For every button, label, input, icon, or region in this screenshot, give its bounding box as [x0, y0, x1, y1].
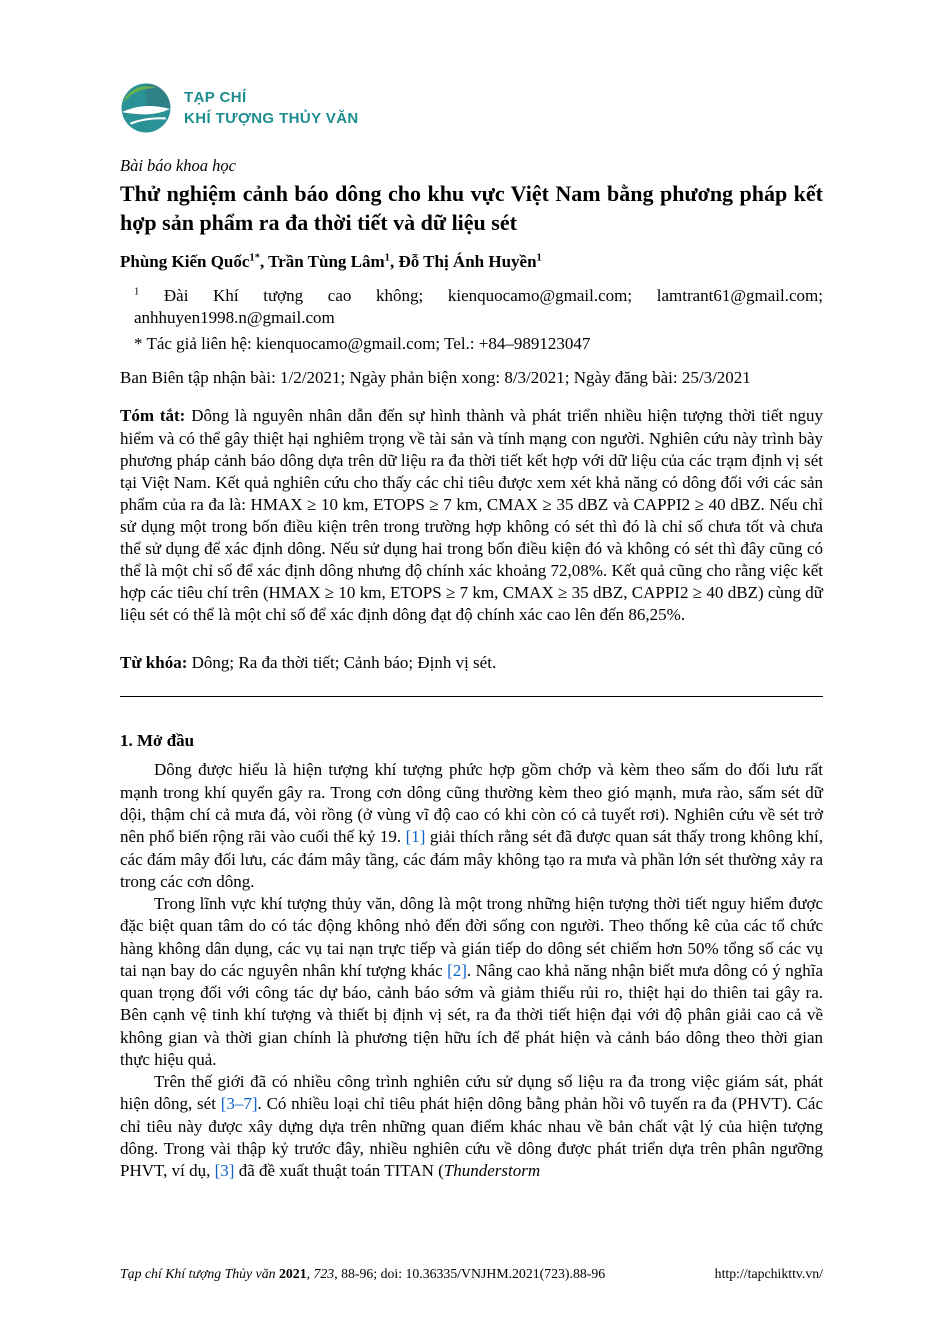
citation-ref[interactable]: [2]: [447, 960, 467, 980]
citation-ref[interactable]: [1]: [405, 827, 426, 847]
abstract-text: Dông là nguyên nhân dẫn đến sự hình thành và phát triển nhiều hiện tượng thời tiết nguy hiểm và có thể gây thiệt hại nghiêm trọng về tài sản và tính mạng con người. Nghiên cứu này trình bày phương pháp cảnh báo dông dựa trên dữ liệu ra đa thời tiết kết hợp với dữ liệu của các trạm định vị sét tại Việt Nam. Kết quả nghiên cứu cho thấy các chỉ tiêu được xem xét khả năng có dông đối với các sản phẩm của ra đa là: HMAX ≥ 10 km, ETOPS ≥ 7 km, CMAX ≥ 35 dBZ và CAPPI2 ≥ 40 dBZ. Nếu chỉ sử dụng một trong bốn điều kiện trên trong trường hợp không có sét thì đó là chỉ số chưa tốt và chưa thể sử dụng để xác định dông. Nếu sử dụng hai trong bốn điều kiện đó và không có sét thì đây cũng có thể là một chỉ số để xác định dông nhưng độ chính xác khoảng 72,08%. Kết quả cũng cho rằng việc kết hợp các tiêu chí trên (HMAX ≥ 10 km, ETOPS ≥ 7 km, CMAX ≥ 35 dBZ, CAPPI2 ≥ 40 dBZ) cùng dữ liệu sét có thể là một chỉ số để xác định dông đạt độ chính xác cao lên đến 86,25%.: [120, 406, 824, 625]
text-segment: . Có nhiều loại chỉ tiêu phát hiện dông bằng phản hồi vô tuyến ra đa (PHVT). Các chỉ tiêu này được xây dựng dựa trên những quan điểm khác nhau về bản chất vật lý của hiện tượng dông. Trong vài thập kỷ trước đây, nhiều nghiên cứu về dông được phát triển dựa trên phân ngưỡng PHVT, ví dụ,: [120, 1094, 823, 1181]
journal-name-line2: KHÍ TƯỢNG THỦY VĂN: [184, 110, 359, 127]
affiliation-line: [120, 285, 823, 329]
superscript: 1: [536, 252, 542, 264]
text-segment: Trong lĩnh vực khí tượng thủy văn, dông là một trong những hiện tượng thời tiết nguy hiểm được đặc biệt quan tâm do có tác động không nhỏ đến đời sống con người. Theo thống kê của các tổ chức hàng không dân dụng, các vụ tai nạn trực tiếp và gián tiếp do dông sét chiếm hơn 50% tổng số các vụ tai nạn bay do các nguyên nhân khí tượng khác: [120, 894, 823, 980]
text-segment: Trên thế giới đã có nhiều công trình nghiên cứu sử dụng số liệu ra đa trong việc giám sát, phát hiện dông, sét: [120, 1072, 823, 1114]
text-segment: ,: [306, 1266, 314, 1282]
citation-ref[interactable]: [3–7]: [220, 1094, 258, 1114]
page-footer: [120, 1265, 823, 1283]
superscript: 1: [134, 286, 140, 298]
correspondence-line: * Tác giả liên hệ: kienquocamo@gmail.com; Tel.: +84–989123047: [134, 334, 591, 354]
journal-logo-icon: [120, 82, 172, 134]
footer-citation: [120, 1265, 605, 1283]
citation-ref[interactable]: [3]: [214, 1161, 235, 1181]
text-segment: Đài Khí tượng cao không; kienquocamo@gmail.com; lamtrant61@gmail.com; anhhuyen1998.n@gmail.com: [134, 286, 823, 328]
text-segment: đã đề xuất thuật toán TITAN (: [234, 1161, 444, 1181]
journal-header: [120, 82, 823, 134]
keywords: [120, 652, 823, 674]
keywords-text: Dông; Ra đa thời tiết; Cảnh báo; Định vị sét.: [191, 653, 497, 673]
paragraph-1: [120, 759, 823, 893]
editorial-dates-line: Ban Biên tập nhận bài: 1/2/2021; Ngày phản biện xong: 8/3/2021; Ngày đăng bài: 25/3/2021: [120, 368, 751, 388]
italic-text: Tạp chí Khí tượng Thủy văn: [120, 1266, 279, 1282]
globe-icon: [120, 82, 172, 134]
journal-name-line1: TẠP CHÍ: [184, 89, 247, 106]
authors-line: [120, 252, 823, 272]
text-segment: , 88-96; doi: 10.36335/VNJHM.2021(723).88-96: [334, 1266, 606, 1282]
superscript: 1*: [249, 252, 260, 264]
text-segment: , Trần Tùng Lâm: [259, 252, 385, 272]
paragraph-2: [120, 893, 823, 1071]
italic-text: Thunderstorm: [443, 1161, 541, 1181]
page-title: Thử nghiệm cảnh báo dông cho khu vực Việt Nam bằng phương pháp kết hợp sản phẩm ra đa thời tiết và dữ liệu sét: [120, 181, 823, 236]
text-segment: Dông được hiểu là hiện tượng khí tượng phức hợp gồm chớp và kèm theo sấm do đối lưu rất mạnh trong khí quyển gây ra. Trong cơn dông cũng thường kèm theo gió mạnh, mưa rào, sấm sét dữ dội, thậm chí cả mưa đá, vòi rồng (ở vùng vĩ độ cao có khi còn có cả tuyết rơi). Nghiên cứu về sét trở nên phổ biến rộng rãi vào cuối thế kỷ 19.: [120, 760, 823, 847]
text-segment: Phùng Kiến Quốc: [120, 252, 250, 272]
superscript: 1: [384, 252, 390, 264]
abstract: [120, 405, 823, 626]
bold-text: 2021: [279, 1266, 307, 1282]
journal-url-link[interactable]: http://tapchikttv.vn/: [714, 1266, 823, 1282]
section-divider: [120, 696, 823, 697]
journal-name: [184, 87, 359, 129]
italic-text: 723: [313, 1266, 335, 1282]
abstract-label: Tóm tắt:: [120, 406, 186, 426]
text-segment: , Đỗ Thị Ánh Huyền: [389, 252, 537, 272]
text-segment: . Nâng cao khả năng nhận biết mưa dông có ý nghĩa quan trọng đối với công tác dự báo, cảnh báo sớm và giảm thiểu rủi ro, thiệt hại do thiên tai gây ra. Bên cạnh vệ tinh khí tượng và thiết bị định vị sét, ra đa thời tiết hiện đại với độ phân giải cao cả về không gian và thời gian chính là phương tiện hữu ích để phát hiện và cảnh báo dông theo thời gian thực hiệu quả.: [120, 960, 823, 1069]
text-segment: giải thích rằng sét đã được quan sát thấy trong không khí, các đám mây đối lưu, các đám mây tầng, các đám mây không tạo ra mưa và phần lớn sét thường xảy ra trong các cơn dông.: [120, 827, 823, 891]
keywords-label: Từ khóa:: [120, 653, 188, 673]
section-heading-1: 1. Mở đầu: [120, 731, 195, 751]
paragraph-3: [120, 1071, 823, 1182]
article-type-label: Bài báo khoa học: [120, 156, 236, 175]
